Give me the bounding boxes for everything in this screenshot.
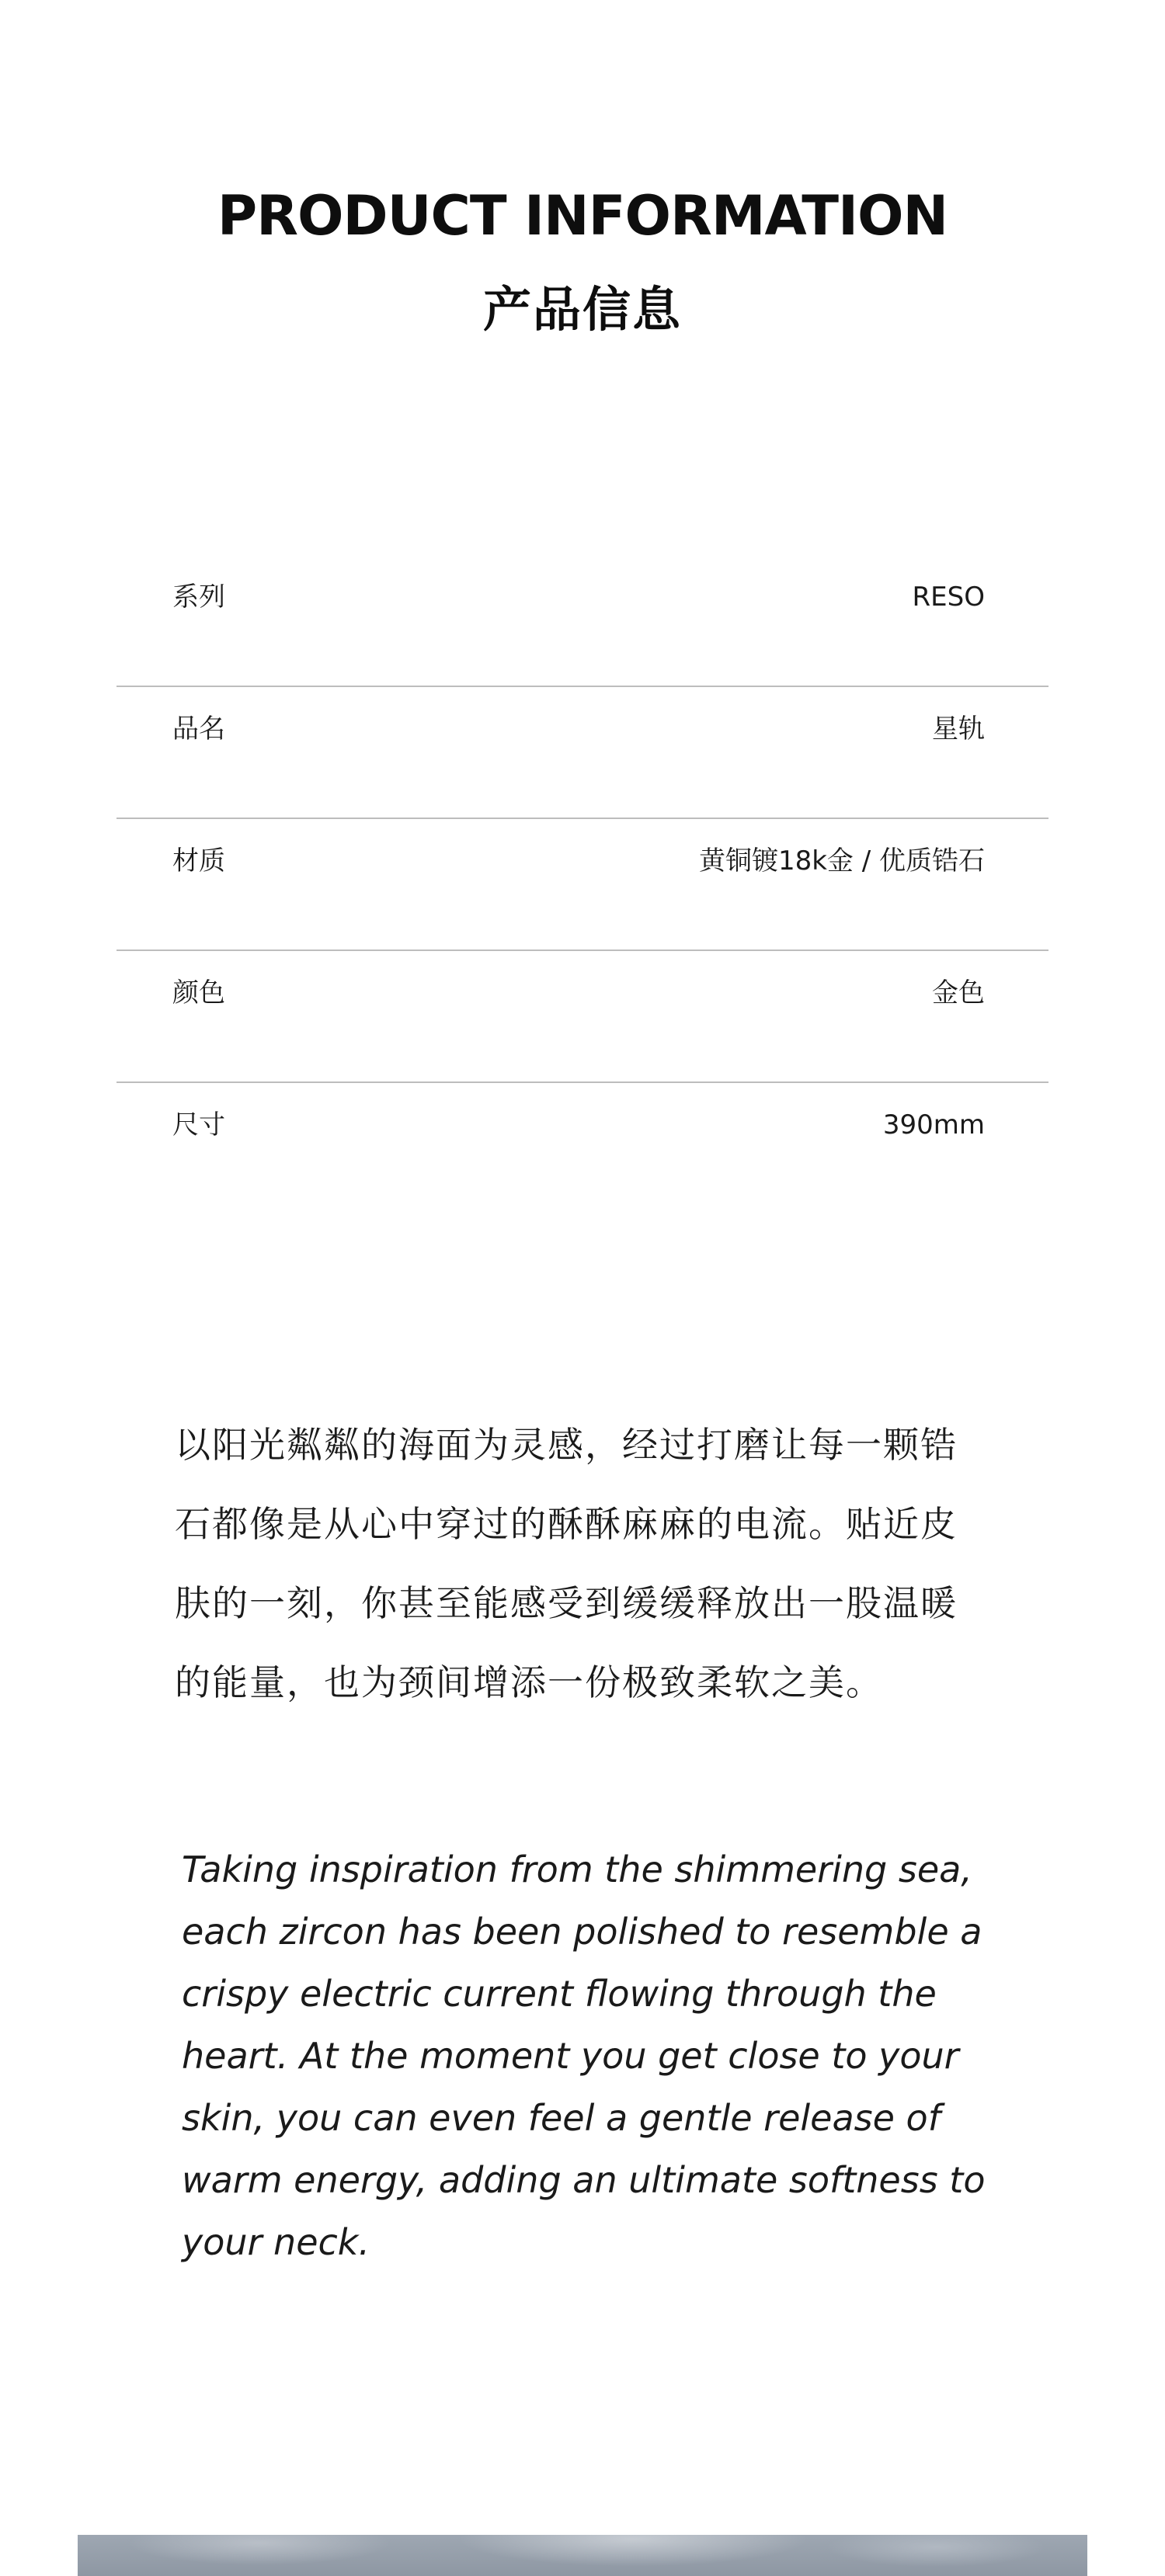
spec-table	[116, 555, 1048, 1215]
spec-row-material	[116, 819, 1048, 951]
description-cn: 以阳光粼粼的海面为灵感，经过打磨让每一颗锆石都像是从心中穿过的酥酥麻麻的电流。贴近皮肤的一刻，你甚至能感受到缓缓释放出一股温暖的能量，也为颈间增添一份极致柔软之美。	[175, 1424, 958, 1703]
spec-row-color	[116, 951, 1048, 1083]
spec-value: 390mm	[882, 1109, 985, 1140]
spec-row-size	[116, 1083, 1048, 1215]
page-title-en: PRODUCT INFORMATION	[217, 184, 948, 248]
product-photo	[78, 2535, 1087, 2576]
spec-label: 材质	[172, 845, 225, 877]
spec-value: RESO	[912, 582, 985, 613]
spec-label: 系列	[172, 582, 225, 613]
spec-label: 颜色	[172, 977, 225, 1009]
spec-row-series	[116, 555, 1048, 687]
spec-label: 品名	[172, 713, 225, 745]
page-title-cn: 产品信息	[482, 281, 682, 338]
spec-label: 尺寸	[172, 1109, 225, 1140]
spec-row-name	[116, 687, 1048, 819]
spec-value: 星轨	[932, 713, 985, 745]
spec-value: 黄铜镀18k金 / 优质锆石	[698, 845, 985, 877]
spec-value: 金色	[932, 977, 985, 1009]
photo-haze	[78, 2535, 1087, 2576]
description-en: Taking inspiration from the shimmering sea, each zircon has been polished to resemble a crispy electric current flowing through the heart. At the moment you get close to your skin, you can even feel a gentle release of warm energy, adding an ultimate softness to your neck.	[182, 1849, 986, 2263]
